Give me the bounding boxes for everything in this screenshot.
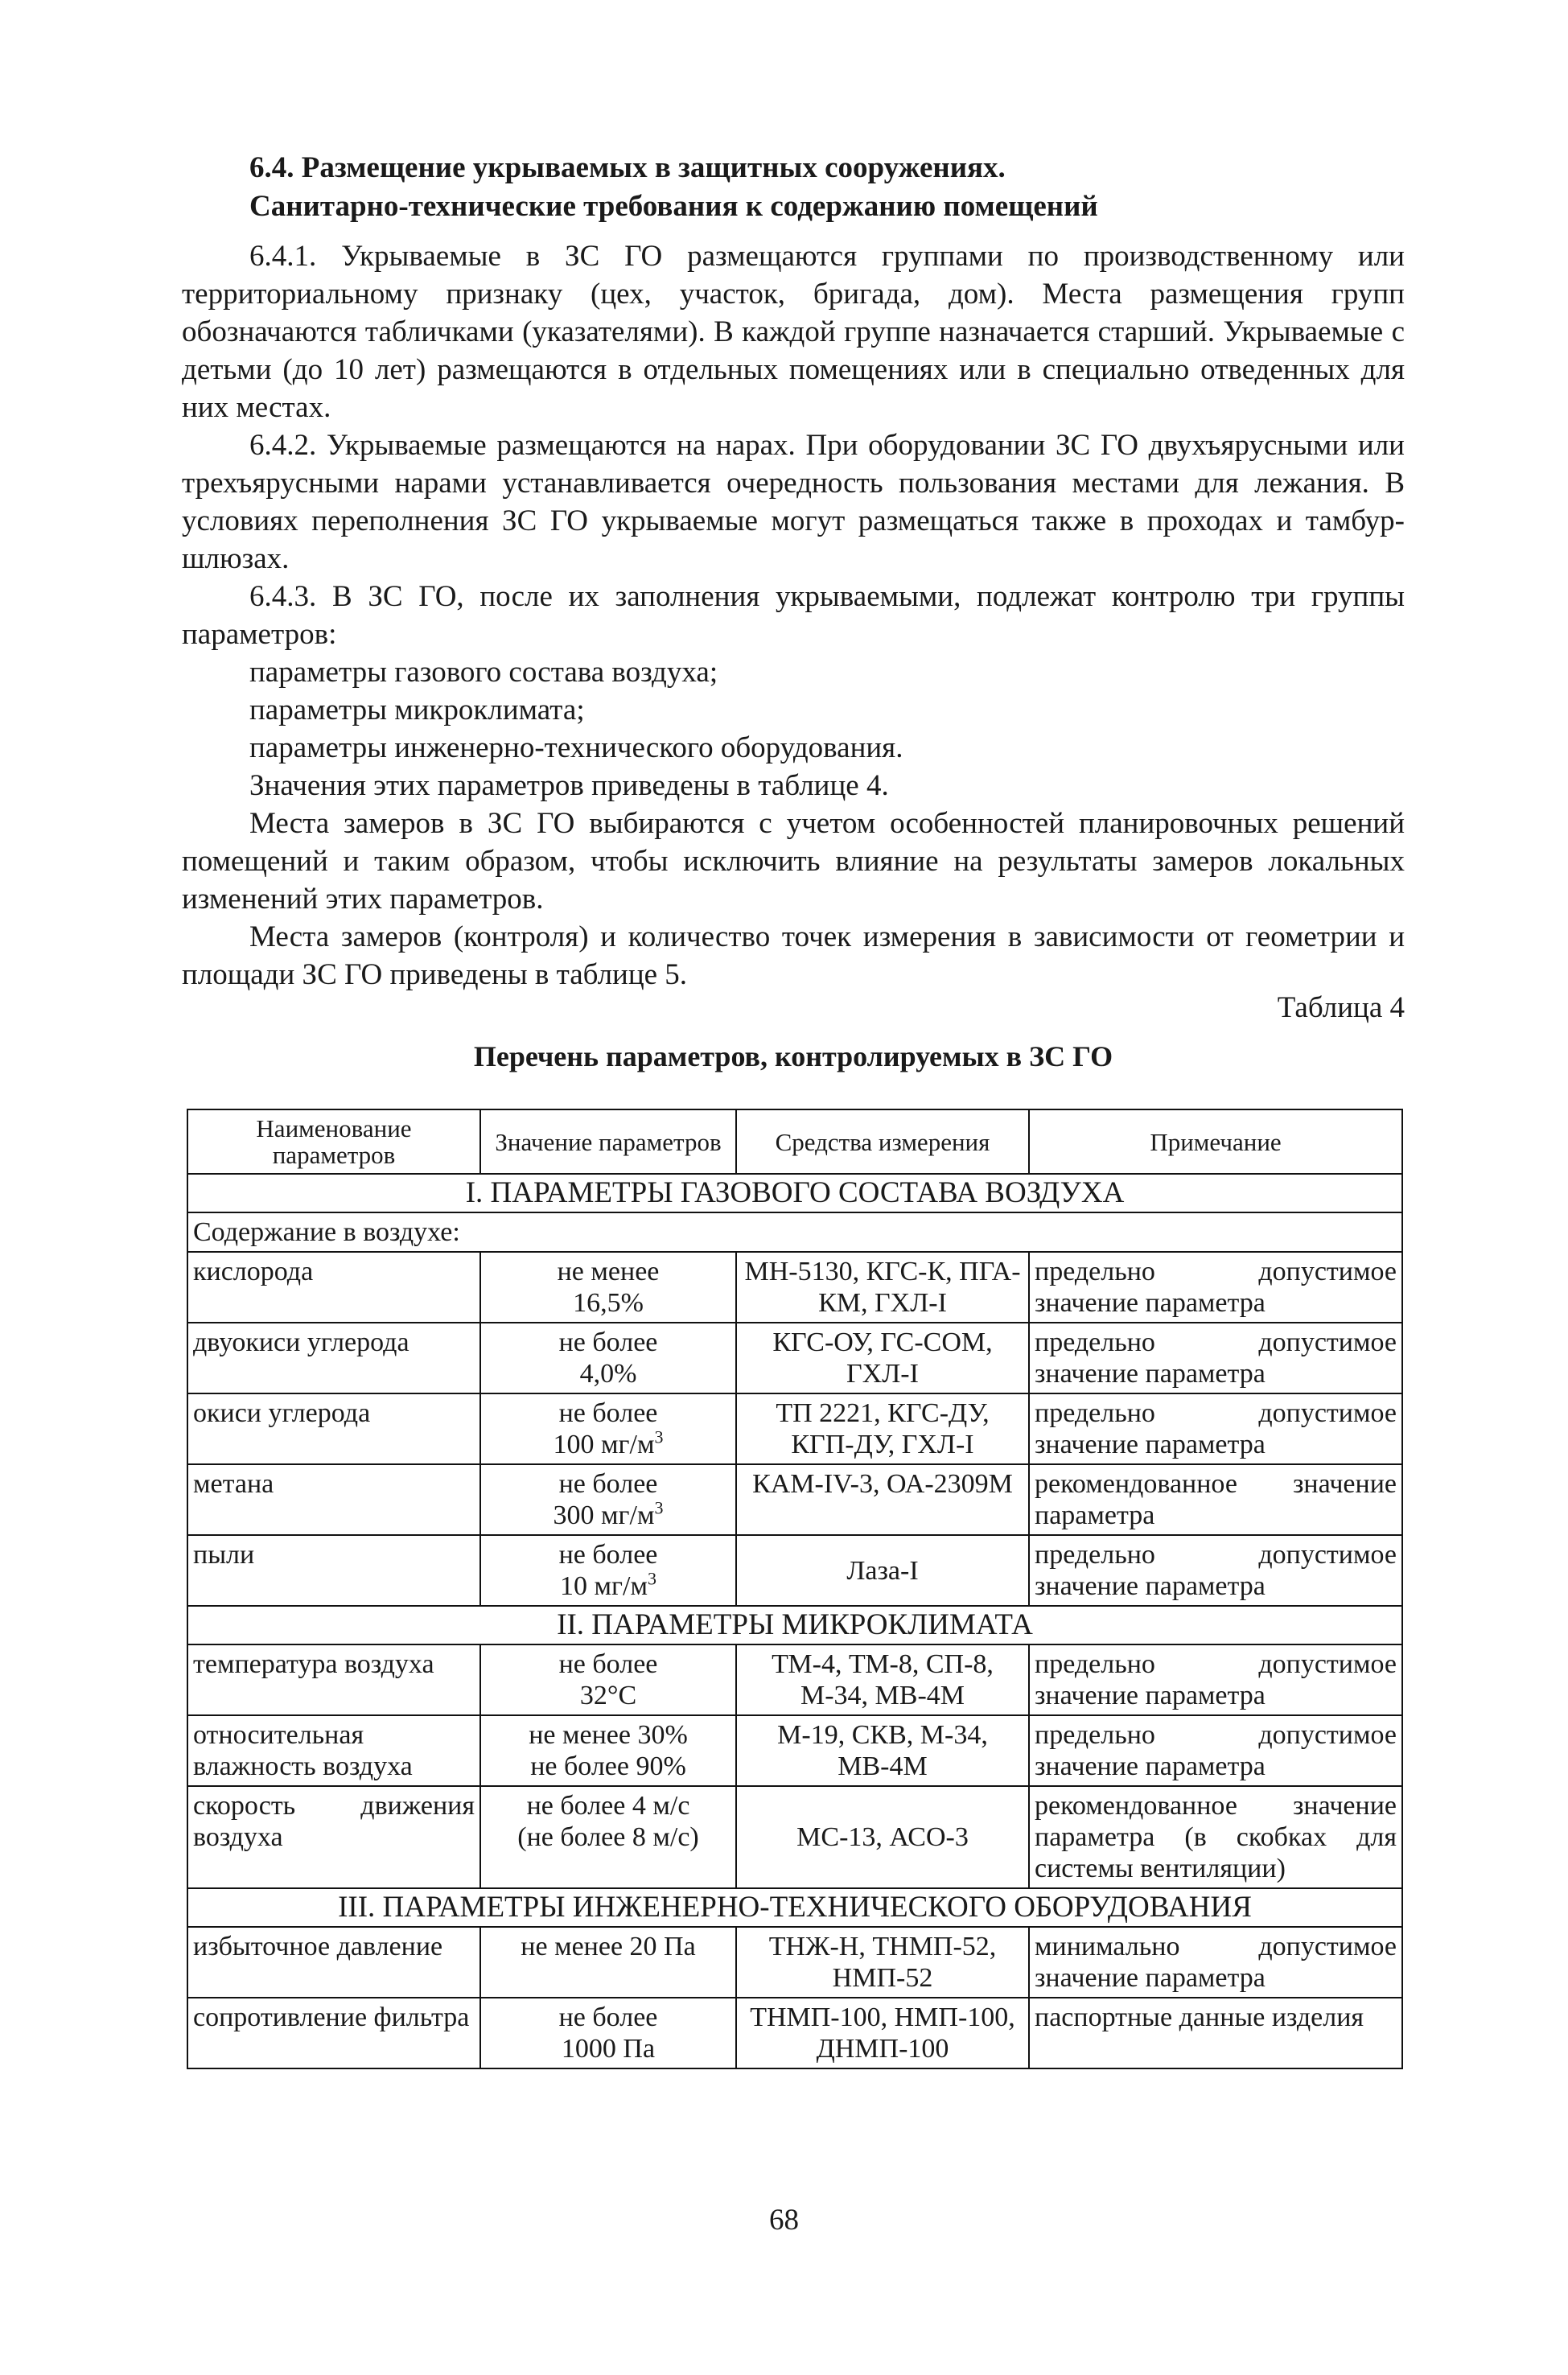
header-means: Средства измерения: [736, 1109, 1029, 1174]
header-value: Значение параметров: [480, 1109, 736, 1174]
cell-note: предельно допустимое значение параметра: [1029, 1715, 1402, 1786]
subheader-content: Содержание в воздухе:: [187, 1212, 1402, 1252]
table-row: [187, 1786, 1402, 1888]
cell-note: минимально допустимое значение параметра: [1029, 1927, 1402, 1998]
table-row: [187, 1535, 1402, 1606]
table-row: [187, 1323, 1402, 1393]
table-row: [187, 1715, 1402, 1786]
cell-name: окиси углерода: [187, 1393, 480, 1464]
cell-name: избыточное давление: [187, 1927, 480, 1998]
cell-name: температура воздуха: [187, 1644, 480, 1715]
section-equipment: III. ПАРАМЕТРЫ ИНЖЕНЕРНО-ТЕХНИЧЕСКОГО ОБОРУДОВАНИЯ: [187, 1888, 1402, 1927]
body-text: [182, 237, 1405, 994]
cell-value: не более 100 $мг/м^3$: [480, 1393, 736, 1464]
cell-note: рекомендованное значение параметра (в скобках для системы вентиляции): [1029, 1786, 1402, 1888]
cell-note: рекомендованное значение параметра: [1029, 1464, 1402, 1535]
cell-name: относительная влажность воздуха: [187, 1715, 480, 1786]
table-row: [187, 1927, 1402, 1998]
cell-value: не более 4 м/с (не более 8 м/с): [480, 1786, 736, 1888]
cell-means: КАМ-IV-3, ОА-2309М: [736, 1464, 1029, 1535]
cell-note: предельно допустимое значение параметра: [1029, 1393, 1402, 1464]
paragraph-6-4-1: 6.4.1. Укрываемые в ЗС ГО размещаются группами по производственному или территориальному признаку (цех, участок, бригада, дом). Места размещения групп обозначаются табличками (указателями). В каждой группе назначается старший. Укрываемые с детьми (до 10 лет) размещаются в отдельных помещениях или в специально отведенных для них местах.: [182, 240, 1405, 424]
paragraph-measure-points: Места замеров (контроля) и количество точек измерения в зависимости от геометрии и площади ЗС ГО приведены в таблице 5.: [182, 920, 1405, 991]
section-row: [187, 1888, 1402, 1927]
section-heading: [249, 149, 1456, 226]
table-row: [187, 1464, 1402, 1535]
cell-means: МН-5130, КГС-К, ПГА-КМ, ГХЛ-I: [736, 1252, 1029, 1323]
page-number: 68: [769, 2204, 799, 2237]
table-row: [187, 1393, 1402, 1464]
cell-note: паспортные данные изделия: [1029, 1998, 1402, 2068]
paragraph-6-4-3: 6.4.3. В ЗС ГО, после их заполнения укрываемыми, подлежат контролю три группы параметров:: [182, 580, 1405, 651]
list-item: параметры газового состава воздуха;: [249, 656, 718, 689]
section-gas: I. ПАРАМЕТРЫ ГАЗОВОГО СОСТАВА ВОЗДУХА: [187, 1174, 1402, 1212]
cell-means: ТНМП-100, НМП-100, ДНМП-100: [736, 1998, 1029, 2068]
cell-value: не более 32°С: [480, 1644, 736, 1715]
table-row: [187, 1644, 1402, 1715]
cell-value: не менее 16,5%: [480, 1252, 736, 1323]
cell-name: кислорода: [187, 1252, 480, 1323]
cell-means: ТНЖ-Н, ТНМП-52, НМП-52: [736, 1927, 1029, 1998]
section-row: [187, 1606, 1402, 1644]
cell-value: не более 10 $мг/м^3$: [480, 1535, 736, 1606]
cell-note: предельно допустимое значение параметра: [1029, 1252, 1402, 1323]
cell-means: МС-13, АСО-3: [736, 1786, 1029, 1888]
parameter-list: [182, 653, 1405, 767]
section-microclimate: II. ПАРАМЕТРЫ МИКРОКЛИМАТА: [187, 1606, 1402, 1644]
paragraph-6-4-2: 6.4.2. Укрываемые размещаются на нарах. При оборудовании ЗС ГО двухъярусными или трехъярусными нарами устанавливается очередность пользования местами для лежания. В условиях переполнения ЗС ГО укрываемые могут размещаться также в проходах и тамбур-шлюзах.: [182, 429, 1405, 575]
cell-note: предельно допустимое значение параметра: [1029, 1644, 1402, 1715]
section-row: [187, 1174, 1402, 1212]
subheader-row: [187, 1212, 1402, 1252]
cell-note: предельно допустимое значение параметра: [1029, 1323, 1402, 1393]
cell-value: не более 4,0%: [480, 1323, 736, 1393]
paragraph-values-ref: Значения этих параметров приведены в таблице 4.: [249, 769, 889, 802]
table-row: [187, 1998, 1402, 2068]
cell-means: Лаза-I: [736, 1535, 1029, 1606]
table-row: [187, 1252, 1402, 1323]
header-name: Наименование параметров: [187, 1109, 480, 1174]
cell-means: КГС-ОУ, ГС-СОМ, ГХЛ-I: [736, 1323, 1029, 1393]
heading-line-1: 6.4. Размещение укрываемых в защитных сооружениях.: [249, 151, 1006, 184]
table-title: Перечень параметров, контролируемых в ЗС ГО: [473, 1040, 1113, 1072]
cell-means: ТП 2221, КГС-ДУ, КГП-ДУ, ГХЛ-I: [736, 1393, 1029, 1464]
list-item: параметры инженерно-технического оборудования.: [249, 731, 903, 764]
cell-value: не более 300 $мг/м^3$: [480, 1464, 736, 1535]
heading-line-2: Санитарно-технические требования к содержанию помещений: [249, 190, 1098, 223]
cell-note: предельно допустимое значение параметра: [1029, 1535, 1402, 1606]
cell-value: не более 1000 Па: [480, 1998, 736, 2068]
paragraph-measure-places: Места замеров в ЗС ГО выбираются с учетом особенностей планировочных решений помещений и таким образом, чтобы исключить влияние на результаты замеров локальных изменений этих параметров.: [182, 807, 1405, 916]
cell-name: двуокиси углерода: [187, 1323, 480, 1393]
header-note: Примечание: [1029, 1109, 1402, 1174]
table-header-row: [187, 1109, 1402, 1174]
cell-name: сопротивление фильтра: [187, 1998, 480, 2068]
cell-name: скорость движения воздуха: [187, 1786, 480, 1888]
table-caption: Таблица 4: [1277, 991, 1405, 1024]
cell-name: метана: [187, 1464, 480, 1535]
cell-means: М-19, СКВ, М-34, МВ-4М: [736, 1715, 1029, 1786]
list-item: параметры микроклимата;: [249, 694, 585, 726]
cell-means: ТМ-4, ТМ-8, СП-8, М-34, МВ-4М: [736, 1644, 1029, 1715]
cell-value: не менее 30% не более 90%: [480, 1715, 736, 1786]
cell-name: пыли: [187, 1535, 480, 1606]
cell-value: не менее 20 Па: [480, 1927, 736, 1998]
parameters-table: [187, 1109, 1403, 2069]
